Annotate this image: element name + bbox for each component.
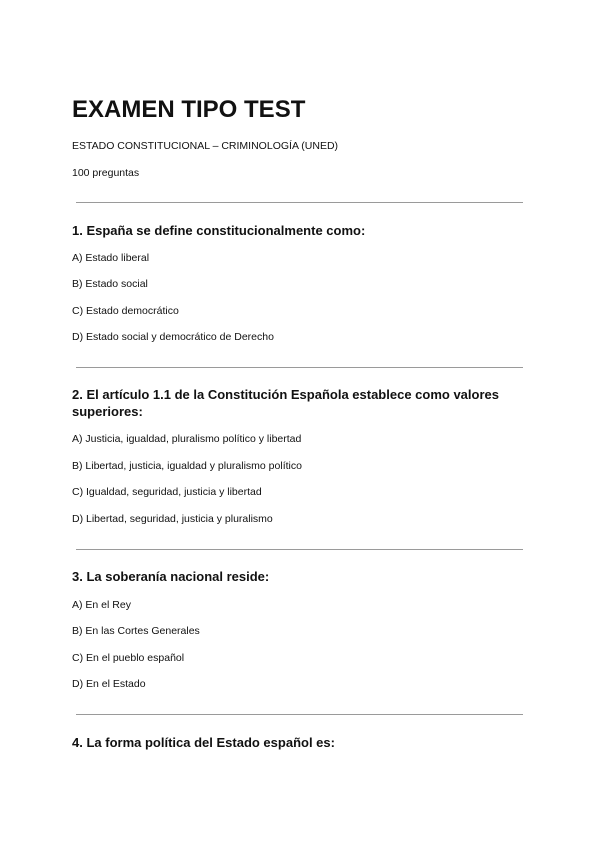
question-1 xyxy=(72,222,524,343)
answer-option-a: A) En el Rey xyxy=(72,599,131,611)
question-2 xyxy=(72,386,524,525)
document-title: EXAMEN TIPO TEST xyxy=(72,96,306,123)
document-subtitle: ESTADO CONSTITUCIONAL – CRIMINOLOGÍA (UNED) xyxy=(72,140,339,152)
answer-option-d: D) Libertad, seguridad, justicia y pluralismo xyxy=(72,513,273,525)
answer-option-d: D) Estado social y democrático de Derecho xyxy=(72,331,274,343)
question-title: 4. La forma política del Estado español es: xyxy=(72,735,335,750)
divider xyxy=(76,714,523,715)
answer-option-a: A) Justicia, igualdad, pluralismo político y libertad xyxy=(72,433,302,445)
question-4 xyxy=(72,734,524,751)
answer-option-a: A) Estado liberal xyxy=(72,252,150,264)
answer-option-d: D) En el Estado xyxy=(72,678,146,690)
answer-option-b: B) En las Cortes Generales xyxy=(72,625,200,637)
question-title: 3. La soberanía nacional reside: xyxy=(72,569,270,584)
divider xyxy=(76,367,523,368)
answer-option-c: C) En el pueblo español xyxy=(72,652,185,664)
question-3 xyxy=(72,568,524,690)
question-count: 100 preguntas xyxy=(72,167,140,179)
answer-option-b: B) Estado social xyxy=(72,278,148,290)
answer-option-c: C) Estado democrático xyxy=(72,305,179,317)
answer-option-c: C) Igualdad, seguridad, justicia y libertad xyxy=(72,486,262,498)
question-title: 2. El artículo 1.1 de la Constitución Española establece como valores superiores: xyxy=(72,387,499,419)
question-title: 1. España se define constitucionalmente como: xyxy=(72,223,366,238)
answer-option-b: B) Libertad, justicia, igualdad y pluralismo político xyxy=(72,460,302,472)
divider xyxy=(76,549,523,550)
divider xyxy=(76,202,523,203)
